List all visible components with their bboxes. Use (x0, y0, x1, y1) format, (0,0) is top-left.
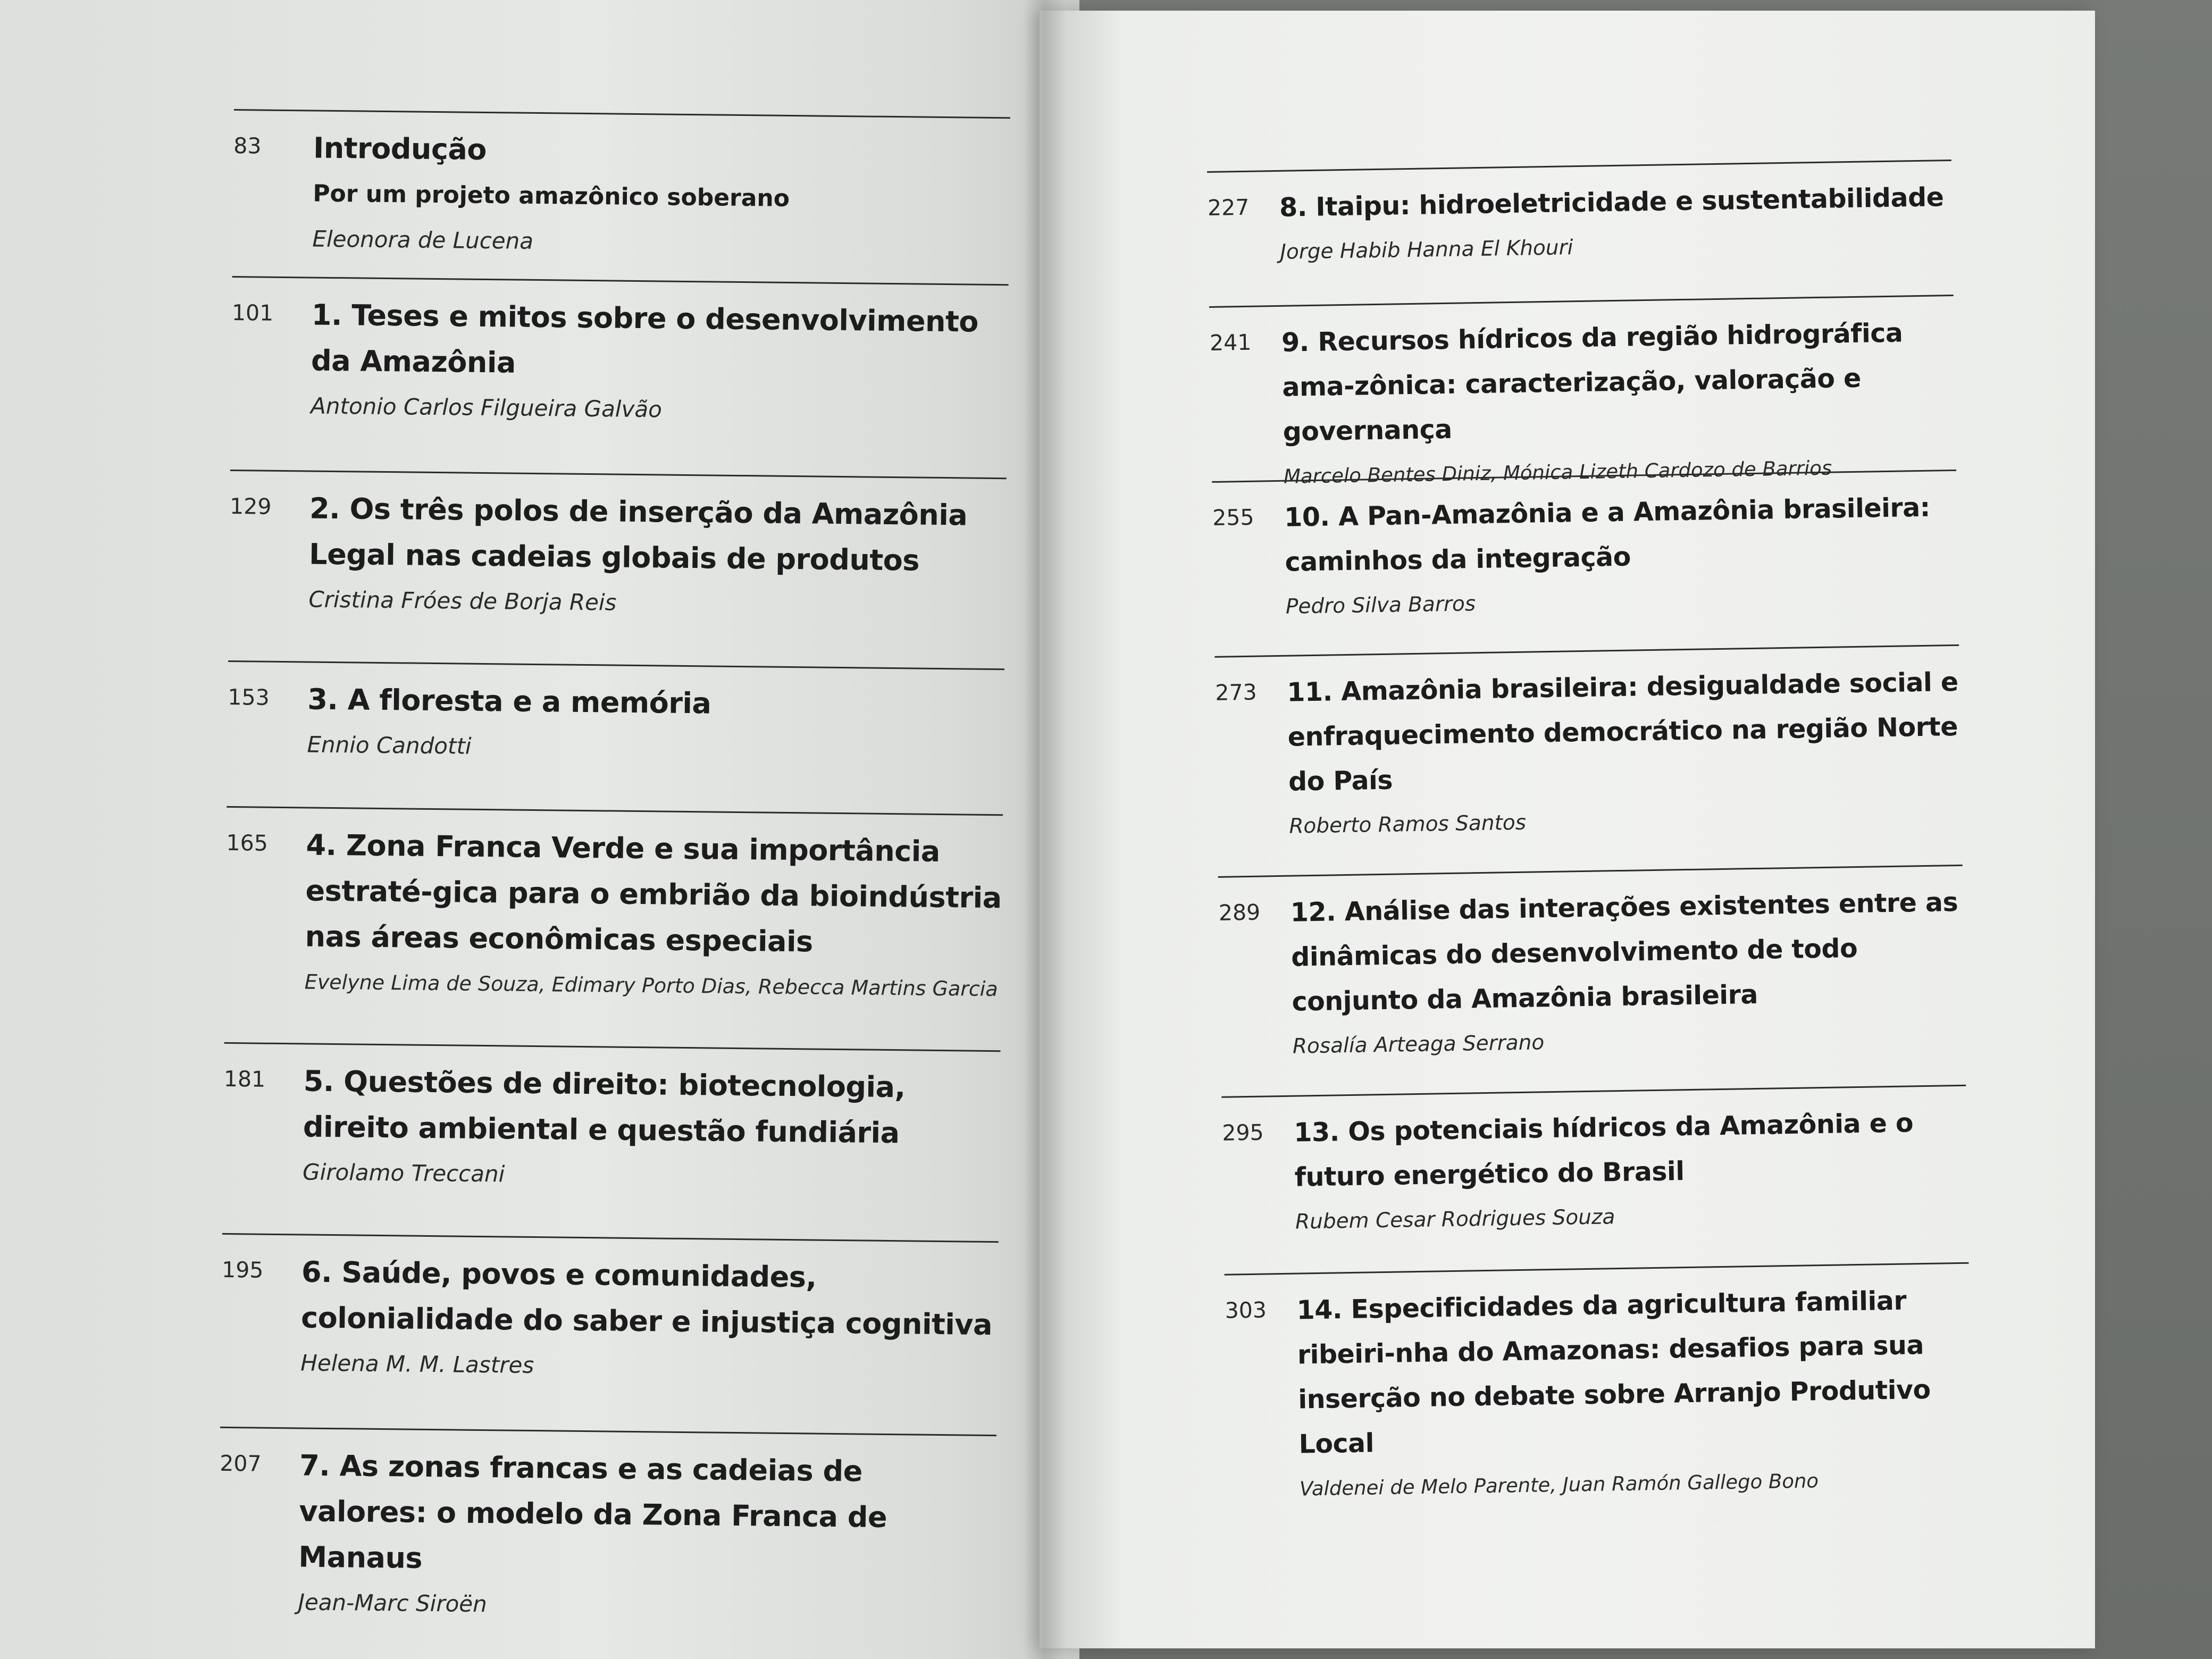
toc-entry-author: Helena M. M. Lastres (300, 1350, 534, 1379)
toc-entry (1214, 644, 1962, 876)
toc-entry-title: 2. Os três polos de inserção da Amazônia Legal nas cadeias globais de produtos (308, 491, 968, 577)
toc-entry-author: Rosalía Arteaga Serrano (1292, 1030, 1545, 1059)
toc-entry-author: Eleonora de Lucena (312, 225, 534, 254)
toc-page-number: 165 (226, 830, 269, 856)
toc-entry-author: Pedro Silva Barros (1285, 592, 1476, 619)
toc-page-number: 289 (1218, 899, 1261, 926)
toc-entry (1218, 865, 1966, 1096)
toc-entry-title: 11. Amazônia brasileira: desigualdade social e enfraquecimento democrático na região Norte do País (1286, 666, 1959, 797)
toc-entry-title: 9. Recursos hídricos da região hidrográfica ama-zônica: caracterização, valoração e governança (1281, 317, 1903, 447)
toc-page-number: 153 (228, 684, 270, 710)
toc-page-number: 227 (1207, 194, 1250, 221)
toc-entry-title: 14. Especificidades da agricultura familiar ribeiri-nha do Amazonas: desafios para sua inserção no debate sobre Arranjo Produtivo Local (1296, 1285, 1931, 1460)
toc-entry-author: Jorge Habib Hanna El Khouri (1280, 236, 1573, 264)
toc-entry (230, 276, 1009, 477)
toc-entry-title: 12. Análise das interações existentes entre as dinâmicas do desenvolvimento de todo conjunto da Amazônia brasileira (1290, 886, 1958, 1017)
toc-entry-title: 3. A floresta e a memória (307, 682, 711, 720)
toc-page-number: 195 (221, 1256, 264, 1283)
toc-entry (227, 660, 1004, 814)
toc-entry-title: Introdução (313, 131, 487, 166)
toc-page-number: 255 (1212, 504, 1254, 531)
toc-page-number: 295 (1222, 1119, 1264, 1146)
toc-page-number: 207 (220, 1450, 262, 1477)
toc-entry (1212, 470, 1959, 656)
toc-entry-author: Girolamo Treccani (302, 1159, 505, 1187)
toc-entry-author: Roberto Ramos Santos (1289, 810, 1527, 839)
toc-page-number: 83 (233, 132, 262, 159)
toc-page-number: 181 (223, 1066, 266, 1092)
toc-entry (232, 109, 1010, 284)
toc-entry-title: 7. As zonas francas e as cadeias de valores: o modelo da Zona Franca de Manaus (298, 1448, 887, 1575)
toc-entry-author: Cristina Fróes de Borja Reis (308, 586, 617, 616)
toc-page-number: 303 (1225, 1297, 1267, 1323)
toc-entry-title: 10. A Pan-Amazônia e a Amazônia brasileira: caminhos da integração (1284, 492, 1931, 577)
toc-entry-title: 8. Itaipu: hidroeletricidade e sustentabilidade (1279, 182, 1944, 223)
toc-entry (228, 470, 1007, 668)
toc-entry (1225, 1262, 1972, 1501)
toc-entry-author: Ennio Candotti (307, 731, 472, 759)
toc-entry-author: Marcelo Bentes Diniz, Mónica Lizeth Cardozo de Barrios (1283, 456, 1832, 488)
toc-entry (219, 1427, 996, 1618)
book-gutter (1024, 0, 1066, 1659)
toc-entry (222, 1042, 1001, 1241)
toc-entry-title: 6. Saúde, povos e comunidades, colonialidade do saber e injustiça cognitiva (300, 1255, 993, 1342)
toc-entry (220, 1233, 999, 1435)
toc-entry-author: Evelyne Lima de Souza, Edimary Porto Dias, Rebecca Martins Garcia (304, 970, 998, 1001)
toc-entry (1221, 1085, 1968, 1274)
toc-entry-title: 5. Questões de direito: biotecnologia, direito ambiental e questão fundiária (303, 1064, 906, 1150)
toc-entry-title: 1. Teses e mitos sobre o desenvolvimento da Amazônia (311, 298, 979, 380)
toc-page-number: 241 (1209, 329, 1252, 356)
toc-page-number: 129 (229, 493, 272, 520)
toc-entry-author: Valdenei de Melo Parente, Juan Ramón Gallego Bono (1299, 1469, 1819, 1501)
toc-page-number: 101 (231, 299, 274, 326)
toc-entry-title: 13. Os potenciais hídricos da Amazônia e o futuro energético do Brasil (1293, 1108, 1914, 1193)
toc-entry (224, 806, 1003, 1050)
toc-entry-author: Jean-Marc Siroën (298, 1589, 488, 1618)
toc-entry-author: Rubem Cesar Rodrigues Souza (1295, 1205, 1615, 1234)
toc-entry (1207, 160, 1954, 306)
toc-page-number: 273 (1215, 679, 1258, 706)
toc-right-list (1207, 160, 1972, 1501)
toc-entry-author: Antonio Carlos Filgueira Galvão (310, 392, 663, 423)
toc-entry (1209, 295, 1956, 488)
toc-left-list (219, 109, 1010, 1618)
toc-entry-title: 4. Zona Franca Verde e sua importância estraté-gica para o embrião da bioindústria nas áreas econômicas especiais (305, 828, 1002, 959)
toc-entry-subtitle: Por um projeto amazônico soberano (313, 180, 790, 212)
